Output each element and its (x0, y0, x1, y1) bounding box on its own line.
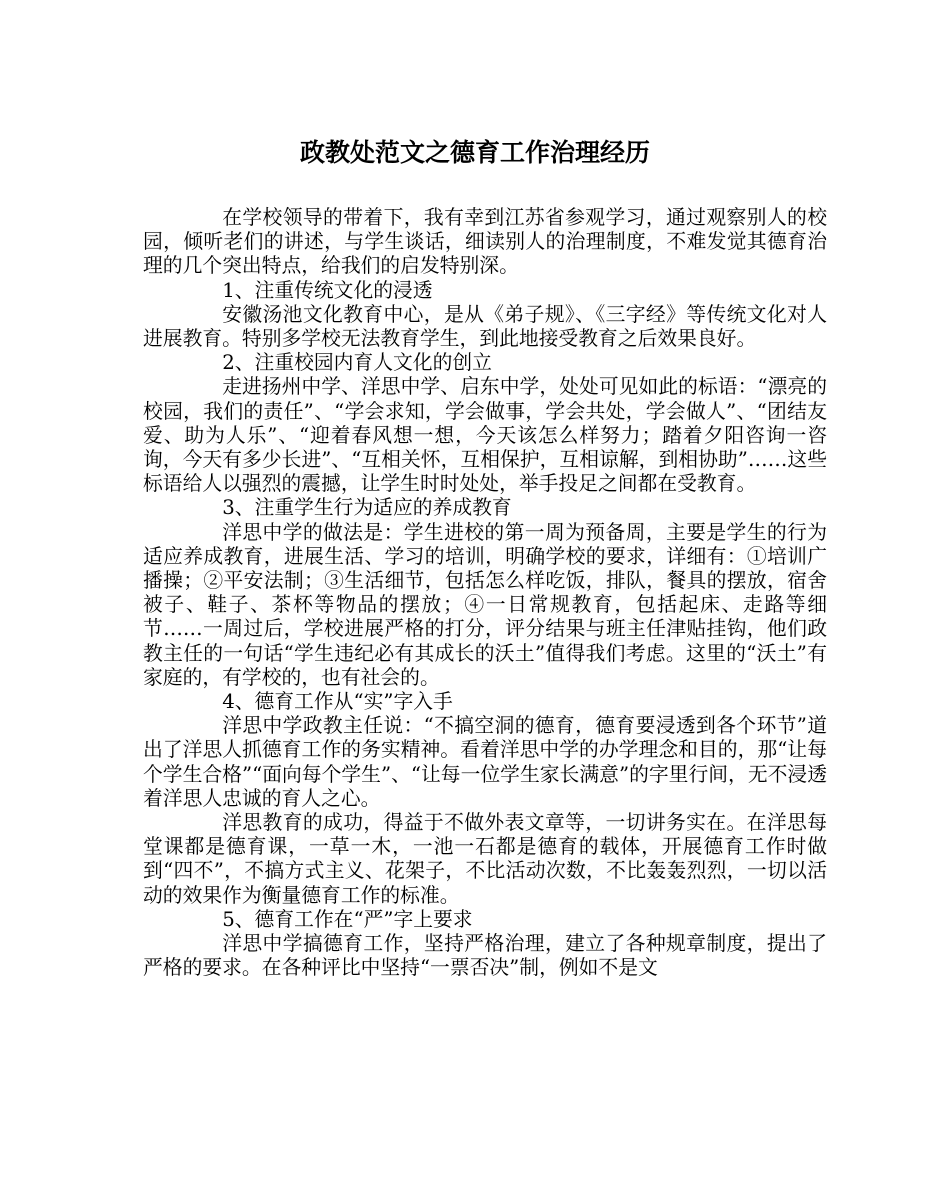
paragraph-section-2: 走进扬州中学、洋思中学、启东中学，处处可见如此的标语：“漂亮的校园，我们的责任”、“学会求知，学会做事，学会共处，学会做人”、“团结友爱、助为人乐”、“迎着春风想一想，今天该怎么样努力；踏着夕阳咨询一咨询，今天有多少长进”、“互相关怀，互相保护，互相谅解，到相协助”……这些标语给人以强烈的震撼，让学生时时处处，举手投足之间都在受教育。 (143, 375, 827, 496)
document-body (143, 206, 827, 981)
section-heading-4: 4、德育工作从“实”字入手 (222, 690, 453, 714)
paragraph-intro: 在学校领导的带着下，我有幸到江苏省参观学习，通过观察别人的校园，倾听老们的讲述，与学生谈话，细读别人的治理制度，不难发觉其德育治理的几个突出特点，给我们的启发特别深。 (143, 206, 827, 278)
section-heading-5: 5、德育工作在“严”字上要求 (222, 907, 473, 931)
paragraph-section-3: 洋思中学的做法是：学生进校的第一周为预备周，主要是学生的行为适应养成教育，进展生活、学习的培训，明确学校的要求，详细有：①培训广播操；②平安法制；③生活细节，包括怎么样吃饭，排队，餐具的摆放，宿舍被子、鞋子、茶杯等物品的摆放；④一日常规教育，包括起床、走路等细节……一周过后，学校进展严格的打分，评分结果与班主任津贴挂钩，他们政教主任的一句话“学生违纪必有其成长的沃土”值得我们考虑。这里的“沃土”有家庭的，有学校的，也有社会的。 (143, 520, 827, 689)
section-heading-2: 2、注重校园内育人文化的创立 (222, 351, 492, 375)
paragraph-section-1: 安徽汤池文化教育中心，是从《弟子规》、《三字经》等传统文化对人进展教育。特别多学校无法教育学生，到此地接受教育之后效果良好。 (143, 302, 827, 351)
section-heading-1: 1、注重传统文化的浸透 (222, 278, 433, 302)
document-title: 政教处范文之德育工作治理经历 (299, 138, 650, 167)
paragraph-section-4a: 洋思中学政教主任说：“不搞空洞的德育，德育要浸透到各个环节”道出了洋思人抓德育工作的务实精神。看着洋思中学的办学理念和目的，那“让每个学生合格”“面向每个学生”、“让每一位学生家长满意”的字里行间，无不浸透着洋思人忠诚的育人之心。 (143, 714, 827, 810)
paragraph-section-4b: 洋思教育的成功，得益于不做外表文章等，一切讲务实在。在洋思每堂课都是德育课，一草一木，一池一石都是德育的载体，开展德育工作时做到“四不”，不搞方式主义、花架子，不比活动次数，不比轰轰烈烈，一切以活动的效果作为衡量德育工作的标准。 (143, 811, 827, 907)
section-heading-3: 3、注重学生行为适应的养成教育 (222, 496, 512, 520)
paragraph-section-5: 洋思中学搞德育工作，坚持严格治理，建立了各种规章制度，提出了严格的要求。在各种评比中坚持“一票否决”制，例如不是文 (143, 932, 827, 980)
